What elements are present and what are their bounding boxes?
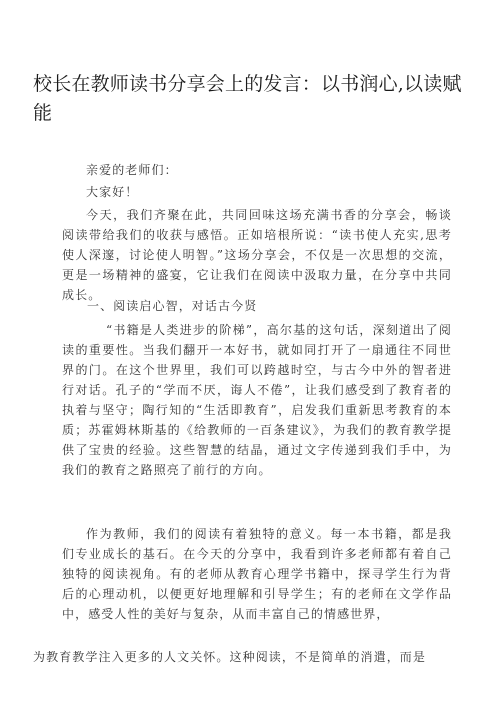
document-title: 校长在教师读书分享会上的发言：以书润心,以读赋能 <box>33 73 462 124</box>
paragraph-reading-importance: “书籍是人类进步的阶梯”，高尔基的这句话，深刻道出了阅读的重要性。当我们翻开一本好书，就如同打开了一扇通往不同世界的门。在这个世界里，我们可以跨越时空，与古今中外的智者进行对话。孔子的“学而不厌，诲人不倦”，让我们感受到了教育者的执着与坚守；陶行知的“生活即教育”，启发我们重新思考教育的本质；苏霍姆林斯基的《给教师的一百条建议》，为我们的教育教学提供了宝贵的经验。这些智慧的结晶，通过文字传递到我们手中，为我们的教育之路照亮了前行的方向。 <box>62 323 452 477</box>
salutation: 亲爱的老师们： <box>86 163 178 177</box>
greeting: 大家好！ <box>86 185 139 199</box>
paragraph-intro: 今天，我们齐聚在此，共同回味这场充满书香的分享会，畅谈阅读带给我们的收获与感悟。正如培根所说：“读书使人充实,思考使人深邃，讨论使人明智。”这场分享会，不仅是一次思想的交流，更是一场精神的盛宴，它让我们在阅读中汲取力量，在分享中共同成长。 <box>62 208 452 302</box>
paragraph-continuation: 为教育教学注入更多的人文关怀。这种阅读，不是简单的消遣，而是 <box>33 650 427 664</box>
paragraph-teacher-reading: 作为教师，我们的阅读有着独特的意义。每一本书籍，都是我们专业成长的基石。在今天的分享中，我看到许多老师都有着自己独特的阅读视角。有的老师从教育心理学书籍中，探寻学生行为背后的心理动机，以便更好地理解和引导学生；有的老师在文学作品中，感受人性的美好与复杂，从而丰富自己的情感世界， <box>62 527 452 621</box>
section-heading: 一、阅读启心智，对话古今贤 <box>87 299 258 313</box>
